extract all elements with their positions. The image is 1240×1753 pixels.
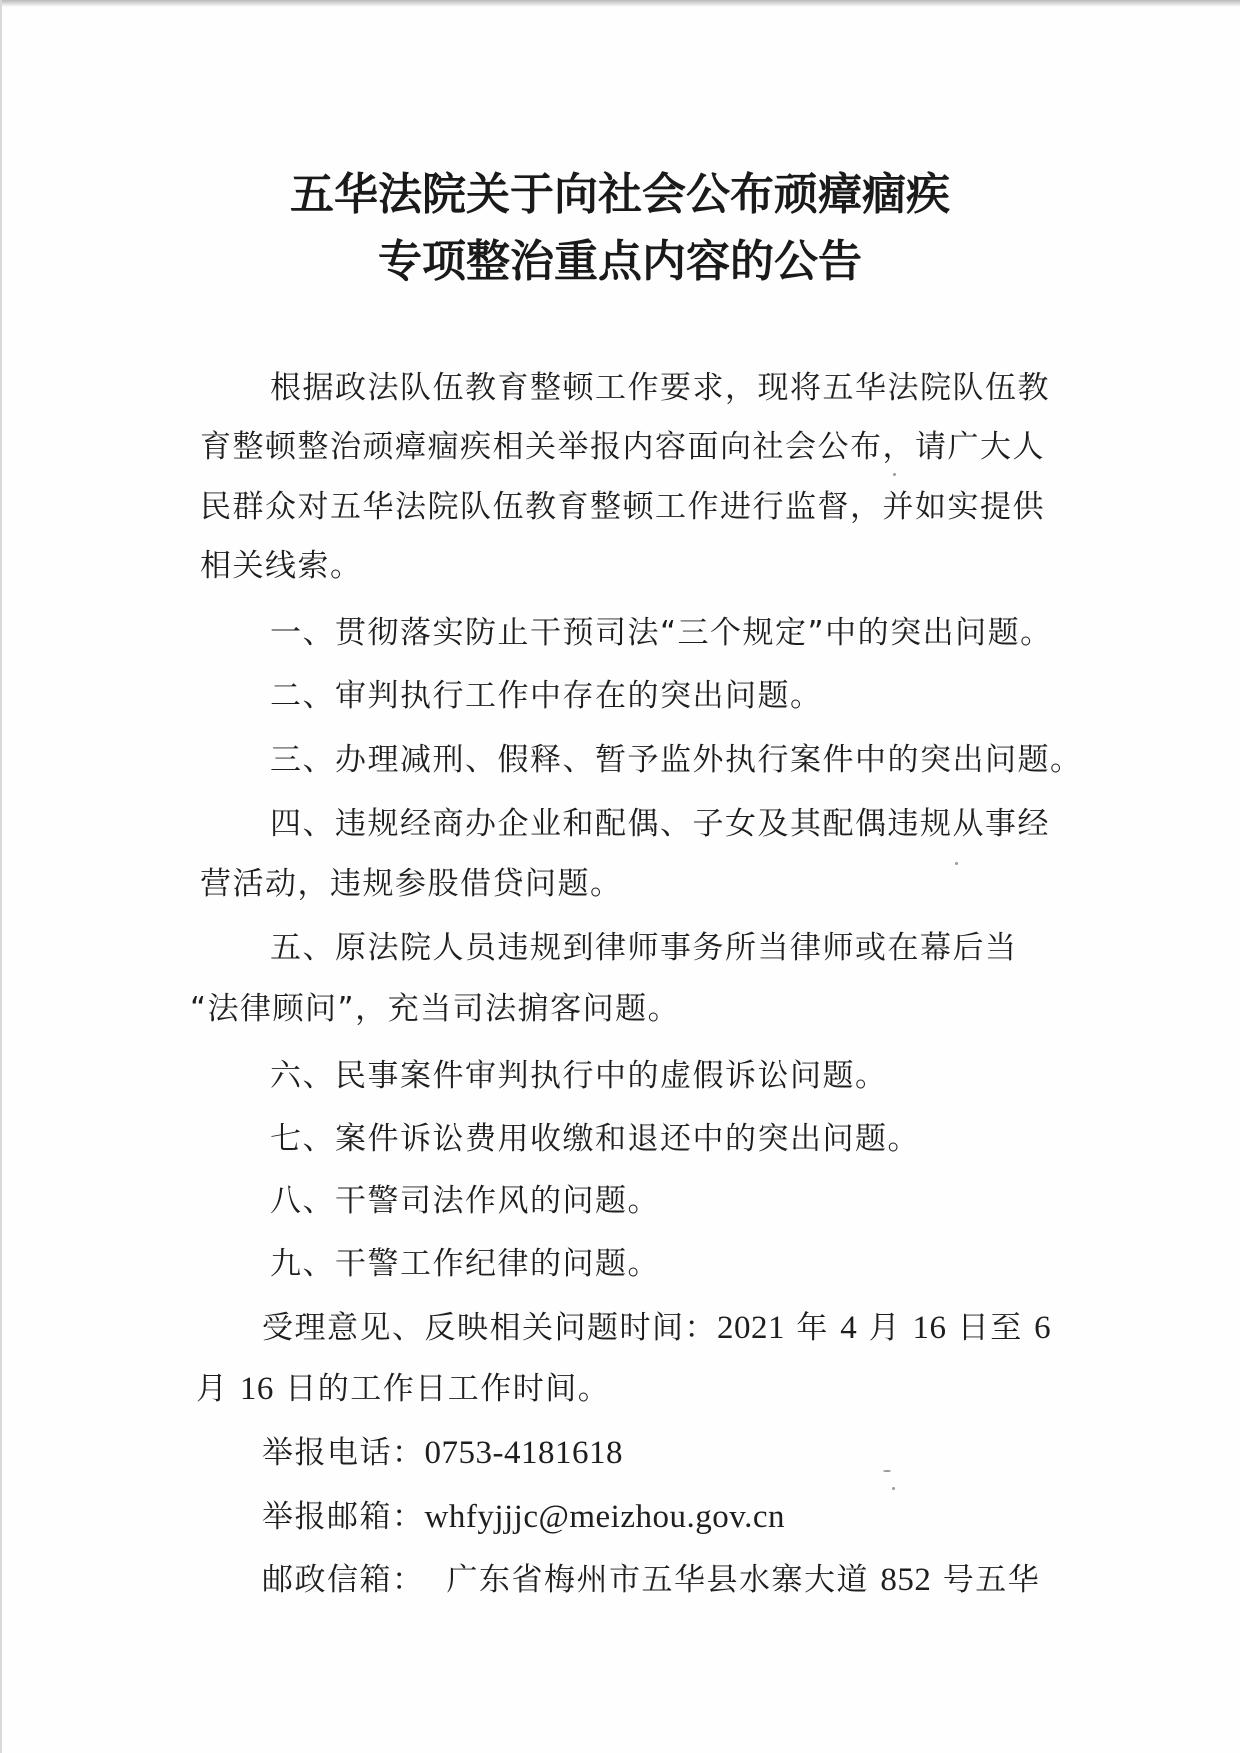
item-5-line-1: 五、原法院人员违规到律师事务所当律师或在幕后当 [270,930,1018,966]
item-7: 七、案件诉讼费用收缴和退还中的突出问题。 [270,1121,920,1157]
scan-speck [883,1470,891,1472]
intro-line-1: 根据政法队伍教育整顿工作要求，现将五华法院队伍教 [270,370,1050,406]
email-address: whfyjjjc@meizhou.gov.cn [424,1499,785,1535]
item-4-line-1: 四、违规经商办企业和配偶、子女及其配偶违规从事经 [270,806,1050,842]
time-year: 2021 [717,1310,785,1346]
title-line-1: 五华法院关于向社会公布顽瘴痼疾 [290,169,950,220]
scan-speck [955,862,958,865]
post-line [262,1551,1142,1609]
item-2: 二、审判执行工作中存在的突出问题。 [270,678,823,714]
intro-line-2: 育整顿整治顽瘴痼疾相关举报内容面向社会公布，请广大人 [200,429,1045,465]
time-line2-rest: 日的工作日工作时间。 [273,1371,611,1407]
time-line-2 [196,1360,1076,1418]
item-9: 九、干警工作纪律的问题。 [270,1246,660,1282]
item-1: 一、贯彻落实防止干预司法“三个规定”中的突出问题。 [270,615,1053,651]
item-6: 六、民事案件审判执行中的虚假诉讼问题。 [270,1058,888,1094]
time-day: 16 [912,1310,947,1346]
post-address-a: 广东省梅州市五华县水寨大道 [446,1562,881,1598]
phone-line [262,1424,1142,1482]
scan-top-edge [0,0,1240,7]
time-line-1 [262,1299,1142,1357]
time-month-char: 月 [857,1310,913,1346]
time-month: 4 [840,1310,858,1346]
post-label: 邮政信箱： [262,1562,425,1598]
phone-number: 0753-4181618 [424,1435,623,1471]
email-label: 举报邮箱： [262,1499,425,1535]
intro-line-4: 相关线索。 [200,548,363,584]
title-line-2: 专项整治重点内容的公告 [378,236,862,287]
post-address-b: 号五华 [931,1562,1041,1598]
time-year-char: 年 [785,1310,841,1346]
time-end-month: 6 [1034,1310,1052,1346]
item-8: 八、干警司法作风的问题。 [270,1183,660,1219]
post-number: 852 [880,1562,932,1598]
time-end-day: 16 [239,1371,274,1407]
time-prefix: 受理意见、反映相关问题时间： [262,1310,717,1346]
intro-line-3: 民群众对五华法院队伍教育整顿工作进行监督，并如实提供 [200,489,1045,525]
phone-label: 举报电话： [262,1435,425,1471]
time-line2-month-char: 月 [196,1371,240,1407]
time-day-char: 日至 [946,1310,1035,1346]
item-5-line-2: “法律顾问”，充当司法掮客问题。 [190,991,681,1027]
item-3: 三、办理减刑、假释、暂予监外执行案件中的突出问题。 [270,742,1083,778]
email-line [262,1488,1142,1546]
item-4-line-2: 营活动，违规参股借贷问题。 [200,866,623,902]
scan-speck [892,1487,895,1490]
scan-speck [893,473,896,476]
